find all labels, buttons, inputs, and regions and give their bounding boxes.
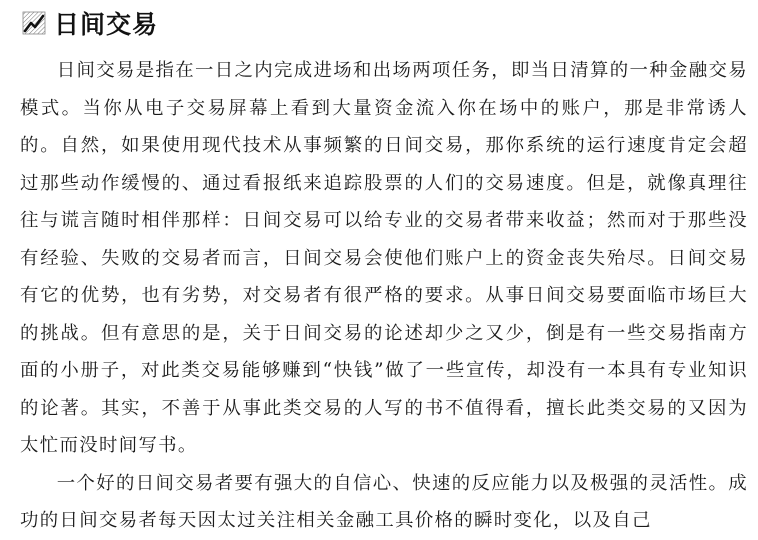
trend-line-icon	[22, 11, 46, 35]
section-heading	[22, 6, 158, 40]
body-text	[20, 52, 748, 540]
paragraph: 一个好的日间交易者要有强大的自信心、快速的反应能力以及极强的灵活性。成功的日间交易者每天因太过关注相关金融工具价格的瞬时变化，以及自己	[20, 472, 748, 531]
paragraph: 日间交易是指在一日之内完成进场和出场两项任务，即当日清算的一种金融交易模式。当你从电子交易屏幕上看到大量资金流入你在场中的账户，那是非常诱人的。自然，如果使用现代技术从事频繁的日间交易，那你系统的运行速度肯定会超过那些动作缓慢的、通过看报纸来追踪股票的人们的交易速度。但是，就像真理往往与谎言随时相伴那样：日间交易可以给专业的交易者带来收益；然而对于那些没有经验、失败的交易者而言，日间交易会使他们账户上的资金丧失殆尽。日间交易有它的优势，也有劣势，对交易者有很严格的要求。从事日间交易要面临市场巨大的挑战。但有意思的是，关于日间交易的论述却少之又少，倒是有一些交易指南方面的小册子，对此类交易能够赚到“快钱”做了一些宣传，却没有一本具有专业知识的论著。其实，不善于从事此类交易的人写的书不值得看，擅长此类交易的又因为太忙而没时间写书。	[20, 60, 748, 456]
section-title: 日间交易	[54, 10, 159, 39]
